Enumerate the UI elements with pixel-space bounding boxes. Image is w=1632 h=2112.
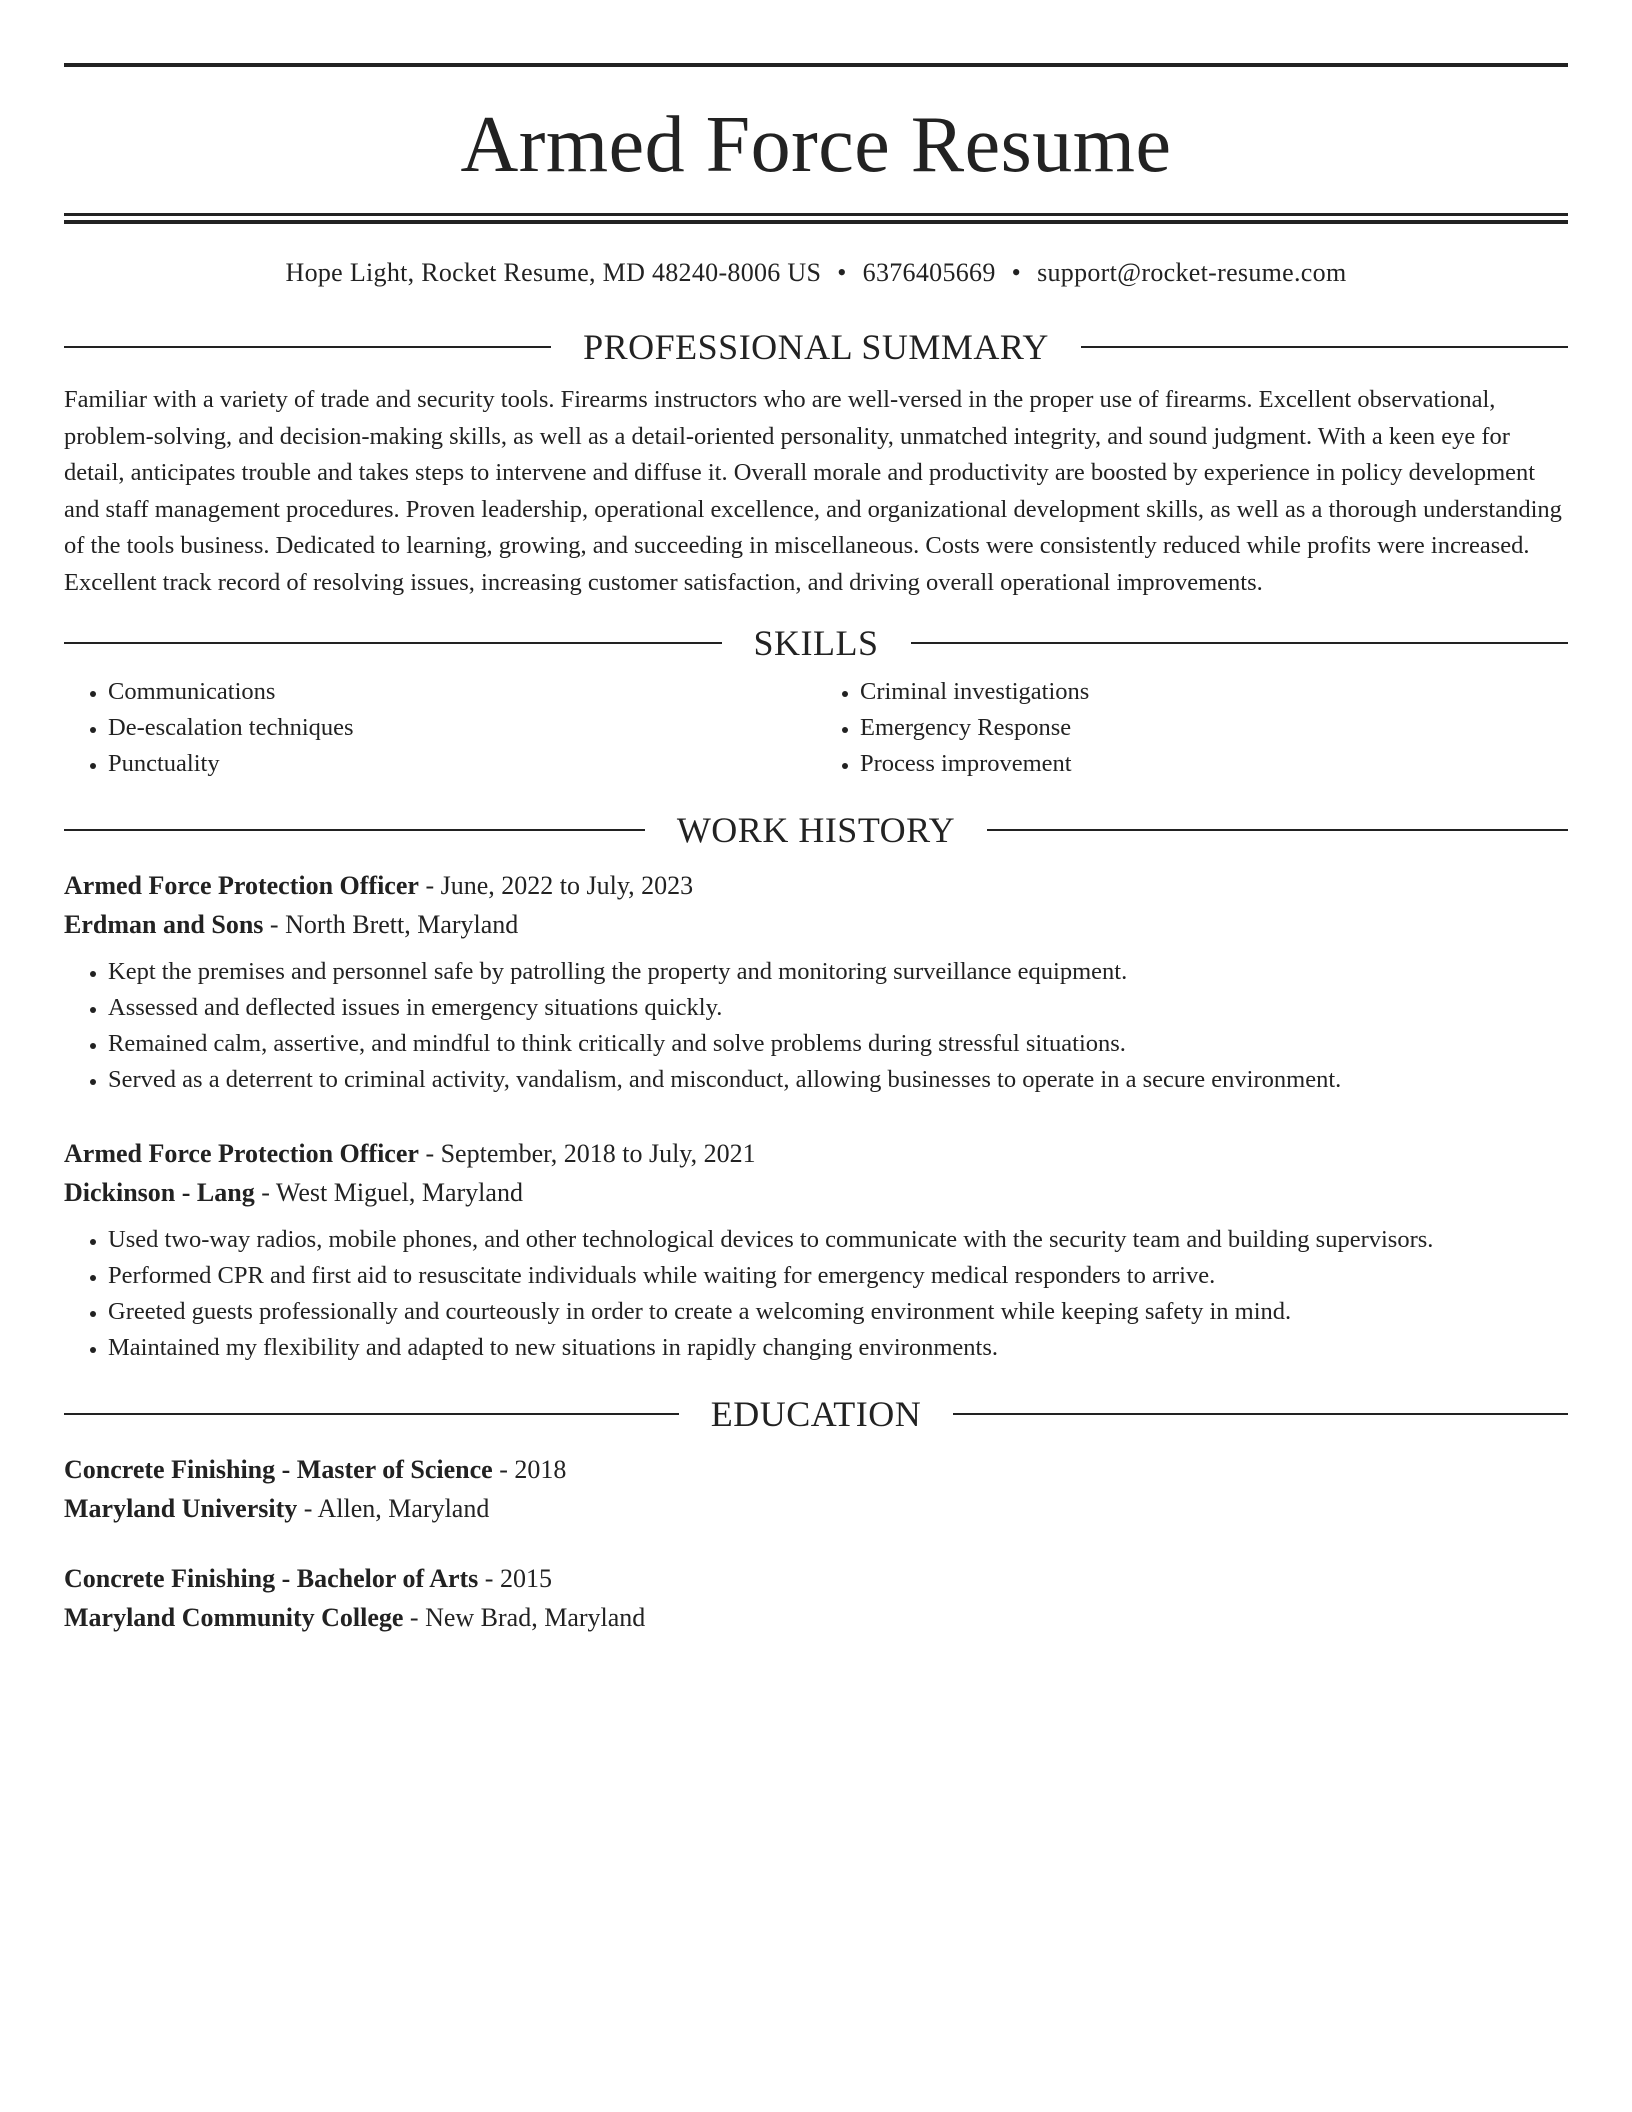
- heading-rule-left: [64, 829, 645, 831]
- edu-location: - New Brad, Maryland: [403, 1603, 646, 1632]
- heading-rule-right: [911, 642, 1569, 644]
- job-bullet: • Served as a deterrent to criminal activity, vandalism, and misconduct, allowing businesses to operate in a secure environment.: [108, 1062, 1568, 1098]
- contact-separator: •: [1011, 258, 1022, 287]
- skills-list: [64, 674, 1568, 782]
- job-bullet: • Greeted guests professionally and courteously in order to create a welcoming environment while keeping safety in mind.: [108, 1294, 1568, 1330]
- job-title: Armed Force Protection Officer: [64, 1139, 419, 1168]
- job-company: Erdman and Sons: [64, 910, 264, 939]
- top-rule: [64, 63, 1568, 67]
- job-bullet: • Used two-way radios, mobile phones, and other technological devices to communicate with the security team and building supervisors.: [108, 1222, 1568, 1258]
- edu-school-line: [64, 1598, 1568, 1637]
- skill-item: • De-escalation techniques: [108, 710, 816, 746]
- summary-heading-label: PROFESSIONAL SUMMARY: [583, 327, 1049, 367]
- education-entry: [64, 1450, 1568, 1528]
- job-dates: - June, 2022 to July, 2023: [418, 871, 694, 900]
- job-bullets: [64, 954, 1568, 1098]
- job-location: - North Brett, Maryland: [263, 910, 519, 939]
- heading-rule-right: [953, 1413, 1568, 1415]
- heading-rule-right: [987, 829, 1568, 831]
- job-company-line: [64, 1173, 1568, 1212]
- resume-title: Armed Force Resume: [460, 101, 1172, 189]
- skill-item: • Communications: [108, 674, 816, 710]
- job-title-line: [64, 1134, 1568, 1173]
- job-location: - West Miguel, Maryland: [254, 1178, 523, 1207]
- education-section-heading: [64, 1392, 1568, 1436]
- skills-column-right: [816, 674, 1568, 782]
- contact-email: support@rocket-resume.com: [1037, 258, 1347, 287]
- job-entry: [64, 1134, 1568, 1366]
- heading-rule-left: [64, 642, 722, 644]
- contact-phone: 6376405669: [862, 258, 996, 287]
- edu-degree: Concrete Finishing - Master of Science: [64, 1455, 493, 1484]
- edu-year: - 2018: [492, 1455, 567, 1484]
- edu-location: - Allen, Maryland: [297, 1494, 490, 1523]
- edu-school-line: [64, 1489, 1568, 1528]
- contact-address: Hope Light, Rocket Resume, MD 48240-8006 US: [285, 258, 822, 287]
- job-dates: - September, 2018 to July, 2021: [418, 1139, 756, 1168]
- job-bullet: • Remained calm, assertive, and mindful to think critically and solve problems during stressful situations.: [108, 1026, 1568, 1062]
- skills-section-heading: [64, 621, 1568, 665]
- job-company: Dickinson - Lang: [64, 1178, 255, 1207]
- title-double-rule: [64, 213, 1568, 224]
- heading-rule-right: [1081, 346, 1568, 348]
- edu-degree-line: [64, 1450, 1568, 1489]
- edu-school: Maryland University: [64, 1494, 298, 1523]
- edu-degree-line: [64, 1559, 1568, 1598]
- work-heading-label: WORK HISTORY: [676, 810, 956, 850]
- skill-item: • Criminal investigations: [860, 674, 1568, 710]
- edu-school: Maryland Community College: [64, 1603, 404, 1632]
- heading-rule-left: [64, 1413, 679, 1415]
- edu-degree: Concrete Finishing - Bachelor of Arts: [64, 1564, 479, 1593]
- job-company-line: [64, 905, 1568, 944]
- skills-heading-label: SKILLS: [753, 623, 879, 663]
- education-heading-label: EDUCATION: [710, 1394, 922, 1434]
- job-bullet: • Assessed and deflected issues in emergency situations quickly.: [108, 990, 1568, 1026]
- job-title: Armed Force Protection Officer: [64, 871, 419, 900]
- job-bullet: • Kept the premises and personnel safe by patrolling the property and monitoring surveillance equipment.: [108, 954, 1568, 990]
- job-bullet: • Performed CPR and first aid to resuscitate individuals while waiting for emergency medical responders to arrive.: [108, 1258, 1568, 1294]
- summary-section-heading: [64, 325, 1568, 369]
- contact-separator: •: [837, 258, 847, 287]
- job-entry: [64, 866, 1568, 1098]
- heading-rule-left: [64, 346, 551, 348]
- job-bullets: [64, 1222, 1568, 1366]
- summary-paragraph: Familiar with a variety of trade and security tools. Firearms instructors who are well-versed in the proper use of firearms. Excellent observational, problem-solving, and decision-making skills, as well as a detail-oriented personality, unmatched integrity, and sound judgment. With a keen eye for detail, anticipates trouble and takes steps to intervene and diffuse it. Overall morale and productivity are boosted by experience in policy development and staff management procedures. Proven leadership, operational excellence, and organizational development skills, as well as a thorough understanding of the tools business. Dedicated to learning, growing, and succeeding in miscellaneous. Costs were consistently reduced while profits were increased. Excellent track record of resolving issues, increasing customer satisfaction, and driving overall operational improvements.: [64, 386, 1562, 596]
- work-section-heading: [64, 808, 1568, 852]
- skill-item: • Process improvement: [860, 746, 1568, 782]
- job-bullet: • Maintained my flexibility and adapted to new situations in rapidly changing environments.: [108, 1330, 1568, 1366]
- job-title-line: [64, 866, 1568, 905]
- edu-year: - 2015: [478, 1564, 552, 1593]
- skills-column-left: [64, 674, 816, 782]
- skill-item: • Emergency Response: [860, 710, 1568, 746]
- skill-item: • Punctuality: [108, 746, 816, 782]
- education-entry: [64, 1559, 1568, 1637]
- contact-line: [64, 257, 1568, 289]
